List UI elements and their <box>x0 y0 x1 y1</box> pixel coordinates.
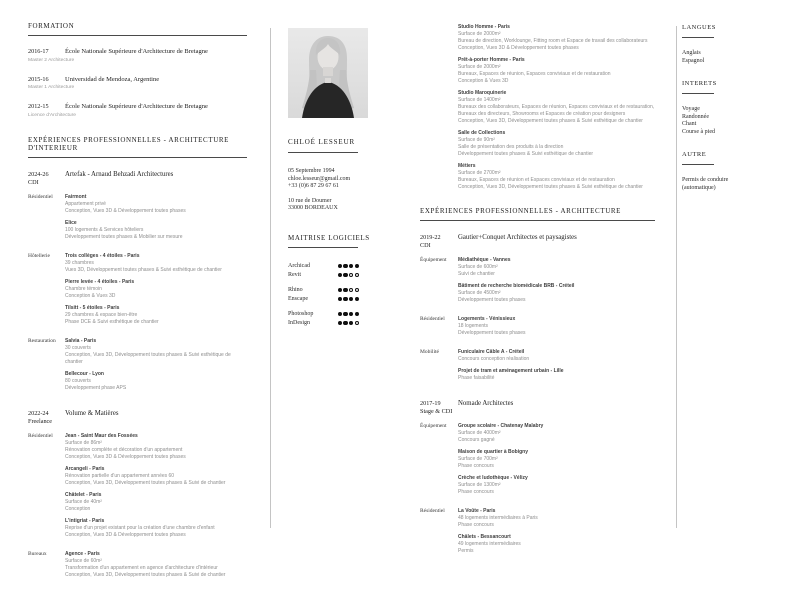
project-detail: Conception, Vues 3D & Développement toutes phases <box>65 531 186 538</box>
project-detail: Phase faisabilité <box>458 375 495 381</box>
project-detail: Surface de 1400m² <box>458 97 501 103</box>
project <box>458 449 672 470</box>
group-label: Mobilité <box>420 349 439 355</box>
job-contract: CDI <box>420 242 431 249</box>
project-detail: Appartement privé <box>65 200 106 207</box>
experience-interieur-section <box>28 136 247 584</box>
group-label: Bureaux <box>28 550 47 557</box>
project-detail: Développement toutes phases & Suivi esthétique de chantier <box>458 151 594 157</box>
project-detail: Conception, Vues 3D & Développement toutes phases <box>65 453 186 460</box>
project <box>65 371 247 392</box>
project <box>458 475 672 496</box>
left-column <box>28 22 247 591</box>
project-detail: Surface de 2000m² <box>458 64 501 70</box>
project-name: Studio Maroquinerie <box>458 90 507 96</box>
project-name: Jean - Saint Maur des Fossées <box>65 432 138 439</box>
software-group <box>288 262 400 280</box>
experience-architecture-title: EXPÉRIENCES PROFESSIONNELLES - ARCHITECTURE <box>420 207 622 215</box>
job-artefak <box>28 171 247 397</box>
job-date: 2017-19 <box>420 400 441 407</box>
project-detail: Conception, Vues 3D, Développement toutes phases & Suivi de chantier <box>65 571 226 578</box>
language-item: Anglais <box>682 50 701 56</box>
project-detail: Permis <box>458 548 474 554</box>
education-date: 2015-16 <box>28 75 49 83</box>
formation-title: FORMATION <box>28 22 75 30</box>
skill-level-dots <box>338 312 359 316</box>
autre-title: AUTRE <box>682 151 707 158</box>
project-detail: Chambre témoin <box>65 285 102 292</box>
software-group <box>288 310 400 328</box>
project-detail: Conception, Vues 3D & Développement toutes phases <box>65 207 186 214</box>
project-name: Tilsitt - 5 étoiles - Paris <box>65 304 120 311</box>
profile-photo <box>288 28 368 118</box>
project <box>65 305 247 326</box>
job-company: Artefak - Arnaud Behzadi Architectures <box>65 170 174 178</box>
project-detail: Surface de 90m² <box>458 137 495 143</box>
job-header <box>28 171 247 187</box>
project-name: Médiathèque - Vannes <box>458 257 511 263</box>
software-row <box>288 271 359 280</box>
project-group <box>420 508 672 560</box>
project-detail: Conception & Vues 3D <box>458 78 509 84</box>
skill-level-dots <box>338 321 359 325</box>
other-item: Permis de conduire <box>682 177 729 183</box>
job-header <box>420 400 672 416</box>
project-detail: Reprise d'un projet existant pour la création d'une chambre d'enfant <box>65 524 215 531</box>
project-detail: Transformation d'un appartement en agence d'architecture d'intérieur <box>65 564 218 571</box>
job-contract: CDI <box>28 178 39 186</box>
column-divider-right <box>676 26 677 528</box>
software-name: Archicad <box>288 263 310 269</box>
project-detail: Surface de 60m² <box>65 557 102 564</box>
software-rule <box>288 247 358 248</box>
job-company: Gautier+Conquet Architectes et paysagistes <box>458 234 577 241</box>
project-name: Studio Homme - Paris <box>458 24 510 30</box>
project-detail: Surface de 40m² <box>65 498 102 505</box>
project-detail: 48 logements intermédiaires à Paris <box>458 515 538 521</box>
project <box>65 194 247 215</box>
project-detail: 100 logements & Services hôteliers <box>65 226 144 233</box>
project <box>458 257 672 278</box>
project-name: Funiculaire Câble A - Créteil <box>458 349 525 355</box>
project-detail: Développement toutes phases <box>458 330 526 336</box>
education-date: 2012-15 <box>28 103 49 110</box>
project <box>458 368 672 382</box>
experience-interieur-rule <box>28 157 247 158</box>
job-date: 2024-26 <box>28 170 49 178</box>
interest-item: Voyage <box>682 106 700 112</box>
project-detail: Suivi de chantier <box>458 271 495 277</box>
project-detail: Rénovation partielle d'un appartement années 60 <box>65 472 175 479</box>
project-detail: 30 couverts <box>65 344 91 351</box>
autre-section <box>682 151 772 192</box>
group-label: Hôtellerie <box>28 252 50 259</box>
project-name: Arcangeli - Paris <box>65 465 105 472</box>
project <box>65 220 247 241</box>
experience-architecture-section <box>420 207 672 221</box>
skill-level-dots <box>338 264 359 268</box>
project <box>65 518 247 539</box>
project-name: Projet de tram et aménagement urbain - Lille <box>458 368 564 374</box>
project-name: Salle de Collections <box>458 130 506 136</box>
project-detail: Concours conception réalisation <box>458 356 530 362</box>
project <box>458 163 672 191</box>
artefak-continued-projects <box>420 24 672 191</box>
job-date: 2019-22 <box>420 234 441 241</box>
project-detail: Bureaux, Espaces de réunion et Espaces conviviaux et de restauration <box>458 177 615 183</box>
skill-level-dots <box>338 297 359 301</box>
project <box>65 551 247 579</box>
project-detail: Conception & Vues 3D <box>65 292 116 299</box>
project <box>458 423 672 444</box>
project-detail: Phase DCE & Suivi esthétique de chantier <box>65 318 159 325</box>
education-degree: Licence d'Architecture <box>28 112 76 118</box>
project-detail: Conception, Vues 3D, Développement toutes phases & Suivi esthétique de chantier <box>458 118 643 124</box>
langues-rule <box>682 37 714 38</box>
job-volume-matieres <box>28 410 247 584</box>
job-header <box>420 234 672 250</box>
contact-block <box>288 168 400 213</box>
interets-title: INTERETS <box>682 80 717 87</box>
education-school: École Nationale Supérieure d'Architecture de Bretagne <box>65 48 208 55</box>
project-detail: Surface de 4500m² <box>458 290 501 296</box>
profile-name: CHLOÉ LESSEUR <box>288 138 356 146</box>
project-detail: Conception, Vues 3D, Développement toutes phases & Suivi de chantier <box>65 479 226 486</box>
name-rule <box>288 152 358 153</box>
education-school: Universidad de Mendoza, Argentine <box>65 75 160 83</box>
software-name: Rhino <box>288 287 303 293</box>
education-school: École Nationale Supérieure d'Architecture de Bretagne <box>65 103 208 110</box>
project <box>65 433 247 461</box>
project-name: Bâtiment de recherche biomédicale BRB - Créteil <box>458 283 575 289</box>
project-detail: Bureaux, Espaces de réunion, Espaces conviviaux et de restauration <box>458 71 611 77</box>
group-label: Restauration <box>28 337 56 344</box>
job-date: 2022-24 <box>28 409 49 417</box>
experience-architecture-column <box>420 24 672 567</box>
project-name: La Voûte - Paris <box>458 508 496 514</box>
education-degree: Master 1 Architecture <box>28 85 75 90</box>
project-detail: Surface de 2700m² <box>458 170 501 176</box>
job-nomade <box>420 400 672 560</box>
project-detail: Surface de 86m² <box>65 439 102 446</box>
birth-date: 05 Septembre 1994 <box>288 168 335 174</box>
project-detail: Bureaux des directeurs, Showrooms et Espaces de création pour designers <box>458 111 626 117</box>
project-detail: Conception, Vues 3D, Développement toutes phases & Suivi esthétique de chantier <box>65 351 231 365</box>
skill-level-dots <box>338 288 359 292</box>
project-group <box>28 338 247 397</box>
project-detail: Conception, Vues 3D & Développement toutes phases <box>458 45 579 51</box>
skill-level-dots <box>338 273 359 277</box>
project-detail: Rénovation complète et décoration d'un appartement <box>65 446 183 453</box>
langues-section <box>682 24 772 65</box>
project-detail: Phase concours <box>458 489 494 495</box>
project-detail: Concours gagné <box>458 437 495 443</box>
project-name: Châlets - Bessancourt <box>458 534 511 540</box>
project-detail: Surface de 2000m² <box>458 31 501 37</box>
project-detail: Vues 3D, Développement toutes phases & Suivi esthétique de chantier <box>65 266 222 273</box>
job-company: Nomade Architectes <box>458 400 514 407</box>
project-name: Maison de quartier à Bobigny <box>458 449 529 455</box>
project-group <box>420 349 672 387</box>
project-name: Agence - Paris <box>65 550 100 557</box>
project-detail: Surface de 700m² <box>458 456 498 462</box>
project-detail: Développement toutes phases <box>458 297 526 303</box>
software-title: MAITRISE LOGICIELS <box>288 233 370 242</box>
project-detail: Bureau de direction, Worklounge, Fitting room et Espace de travail des collaborateurs <box>458 38 648 44</box>
project <box>65 253 247 274</box>
project-name: Trois collèges - 4 étoiles - Paris <box>65 252 140 259</box>
software-row <box>288 319 359 328</box>
education-date: 2016-17 <box>28 48 49 55</box>
project-name: Métiers <box>458 163 476 169</box>
job-contract: Stage & CDI <box>420 408 453 415</box>
project <box>458 57 672 85</box>
project-name: Fairmont <box>65 193 87 200</box>
group-label: Résidentiel <box>28 193 53 200</box>
email: chloe.lesseur@gmail.com <box>288 175 351 182</box>
education-entry <box>28 76 247 92</box>
profile-column <box>288 28 400 334</box>
project <box>65 279 247 300</box>
project-name: Pierre levée - 4 étoiles - Paris <box>65 278 135 285</box>
group-label: Équipement <box>420 257 447 263</box>
job-header <box>28 410 247 426</box>
experience-architecture-rule <box>420 220 655 221</box>
software-row <box>288 286 359 295</box>
project <box>458 90 672 125</box>
autre-rule <box>682 164 714 165</box>
software-name: InDesign <box>288 320 310 326</box>
project-group <box>28 253 247 331</box>
interest-item: Course à pied <box>682 128 715 135</box>
project-detail: Bureaux des collaborateurs, Espaces de réunion, Espaces conviviaux et de restauration, <box>458 104 655 110</box>
project <box>65 492 247 513</box>
project-detail: Surface de 4000m² <box>458 430 501 436</box>
project-group <box>420 257 672 309</box>
software-section <box>288 234 400 248</box>
software-row <box>288 295 359 304</box>
project-group <box>28 551 247 584</box>
group-label: Équipement <box>420 423 447 429</box>
sidebar-column <box>682 24 772 207</box>
education-entry <box>28 48 247 64</box>
project <box>458 283 672 304</box>
project-detail: Phase concours <box>458 463 494 469</box>
project-name: Salvia - Paris <box>65 337 97 344</box>
project-detail: Développement toutes phases & Mobilier sur mesure <box>65 233 183 240</box>
project-group <box>420 316 672 342</box>
address-line2: 33000 BORDEAUX <box>288 205 338 211</box>
project-group <box>28 433 247 544</box>
project <box>458 316 672 337</box>
column-divider-left <box>270 28 271 528</box>
other-item: (automatique) <box>682 184 716 191</box>
project <box>458 130 672 158</box>
software-name: Enscape <box>288 296 308 302</box>
project-name: Logements - Vénissieux <box>458 316 516 322</box>
project <box>458 534 672 555</box>
language-item: Espagnol <box>682 57 705 64</box>
langues-title: LANGUES <box>682 24 716 31</box>
project-detail: 49 logements intermédiaires <box>458 541 521 547</box>
group-label: Résidentiel <box>28 432 53 439</box>
project-detail: Conception, Vues 3D, Développement toutes phases & Suivi esthétique de chantier <box>458 184 643 190</box>
project-name: Prêt-à-porter Homme - Paris <box>458 57 525 63</box>
formation-section <box>28 22 247 119</box>
project <box>458 349 672 363</box>
job-company: Volume & Matières <box>65 409 119 417</box>
software-row <box>288 310 359 319</box>
formation-rule <box>28 35 247 36</box>
project-detail: Conception <box>65 505 91 512</box>
education-degree: Master 2 Architecture <box>28 57 75 63</box>
group-label: Résidentiel <box>420 508 445 514</box>
project <box>65 466 247 487</box>
project-detail: Salle de présentation des produits à la direction <box>458 144 564 150</box>
interets-rule <box>682 93 714 94</box>
experience-interieur-title: EXPÉRIENCES PROFESSIONNELLES - ARCHITECTURE D'INTERIEUR <box>28 135 230 152</box>
group-label: Résidentiel <box>420 316 445 322</box>
project-detail: Développement phase APS <box>65 384 127 391</box>
job-gautier-conquet <box>420 234 672 387</box>
project-name: Groupe scolaire - Chatenay Malabry <box>458 423 544 429</box>
interest-item: Randonnée <box>682 113 709 120</box>
project-name: Crèche et ludothèque - Vélizy <box>458 475 528 481</box>
education-entry <box>28 103 247 119</box>
project-name: Elice <box>65 219 77 226</box>
project-group <box>420 423 672 501</box>
project-group <box>28 194 247 246</box>
software-group <box>288 286 400 304</box>
project-detail: Surface de 600m² <box>458 264 498 270</box>
project-detail: 29 chambres & espace bien-être <box>65 311 138 318</box>
job-contract: Freelance <box>28 417 53 425</box>
project-name: Bellecour - Lyon <box>65 370 104 377</box>
project <box>458 24 672 52</box>
address-line1: 10 rue de Doumer <box>288 197 332 204</box>
software-name: Photoshop <box>288 311 314 317</box>
project-detail: 39 chambres <box>65 259 94 266</box>
software-row <box>288 262 359 271</box>
project <box>65 338 247 366</box>
software-name: Revit <box>288 272 301 278</box>
project-detail: 18 logements <box>458 323 489 329</box>
project-detail: 80 couverts <box>65 377 91 384</box>
project <box>458 508 672 529</box>
interets-section <box>682 80 772 136</box>
project-detail: Phase concours <box>458 522 494 528</box>
software-list <box>288 262 400 328</box>
project-name: Châtelet - Paris <box>65 491 102 498</box>
project-name: L'intigriat - Paris <box>65 517 105 524</box>
interest-item: Chant <box>682 121 697 127</box>
project-detail: Surface de 1300m² <box>458 482 501 488</box>
phone: +33 (0)6 87 29 67 61 <box>288 183 339 189</box>
